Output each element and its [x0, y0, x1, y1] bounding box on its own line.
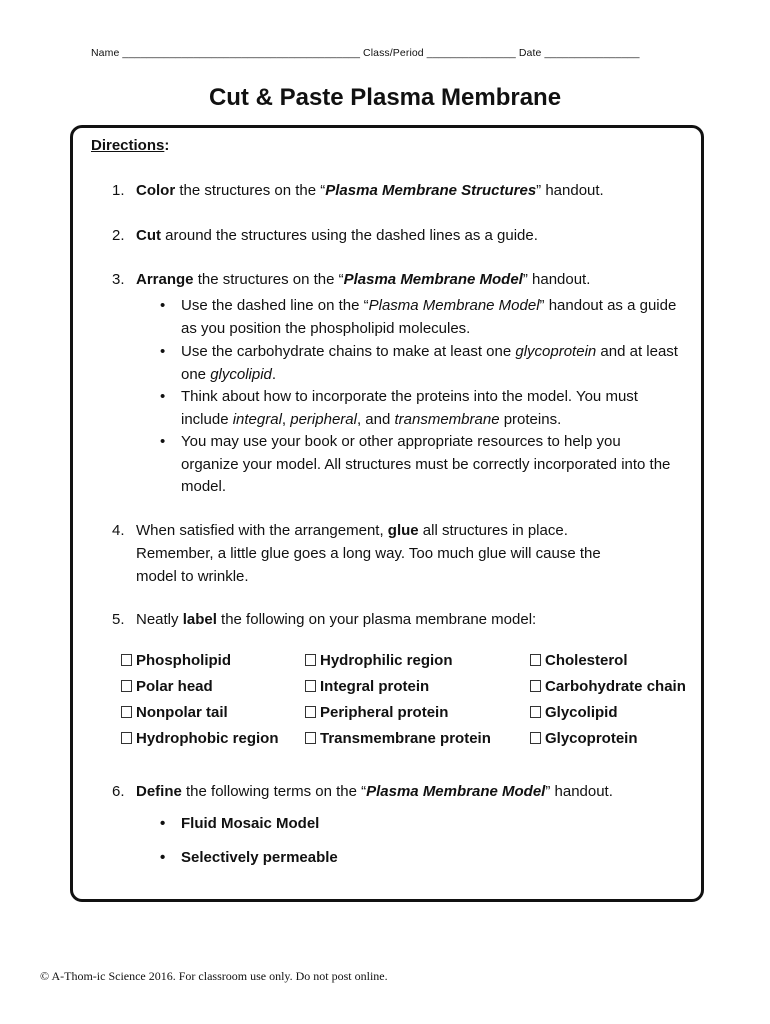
checklist-label: Cholesterol — [545, 652, 628, 669]
step-verb: Arrange — [136, 271, 194, 288]
step-text: the structures on the “ — [175, 182, 326, 199]
bullet-italic: glycolipid — [210, 365, 272, 383]
directions-colon: : — [164, 137, 170, 154]
bullet-italic: Plasma Membrane Model — [368, 297, 540, 314]
bullet-text: . — [271, 365, 277, 383]
bullet-icon: • — [160, 343, 166, 360]
term-text: Fluid Mosaic Model — [181, 815, 320, 832]
checklist-item — [530, 652, 628, 669]
step-text: ” handout. — [536, 182, 604, 199]
checklist-label: Peripheral protein — [320, 704, 449, 721]
bullet-italic: integral — [232, 410, 282, 428]
step-number: 2. — [112, 227, 125, 244]
step-text: ” handout. — [545, 783, 613, 800]
checklist-label: Hydrophilic region — [320, 652, 453, 669]
step-4 — [112, 519, 672, 588]
bullet-text: Use the carbohydrate chains to make at least one — [181, 343, 516, 360]
checklist-item — [530, 678, 686, 695]
directions-label: Directions — [91, 137, 165, 154]
step-number: 5. — [112, 611, 125, 628]
term-item — [160, 849, 338, 866]
bullet-item — [160, 431, 680, 499]
copyright-footer: © A-Thom-ic Science 2016. For classroom use only. Do not post online. — [40, 969, 388, 983]
step-number: 6. — [112, 783, 125, 800]
bullet-icon: • — [160, 297, 166, 314]
bullet-item — [160, 341, 680, 386]
step-verb: label — [182, 611, 217, 628]
checklist-item — [121, 704, 228, 721]
checklist-label: Glycoprotein — [545, 730, 638, 747]
step-1 — [112, 179, 672, 202]
bullet-icon: • — [160, 815, 166, 832]
checklist-label: Glycolipid — [545, 704, 618, 721]
step-text: When satisfied with the arrangement, — [136, 522, 388, 539]
step-text: the structures on the “ — [193, 271, 344, 288]
bullet-text: and at least one — [181, 343, 678, 383]
checkbox-icon[interactable] — [305, 680, 316, 692]
step-verb: Define — [136, 783, 182, 800]
student-info-line: Name ________________________________________ Class/Period _______________ Date ________________ — [91, 47, 640, 59]
step-verb: Cut — [136, 227, 161, 244]
checklist-item — [530, 704, 618, 721]
step-verb: Color — [136, 182, 176, 199]
checklist-label: Hydrophobic region — [136, 730, 279, 747]
checklist-item — [305, 678, 429, 695]
checklist-item — [305, 704, 448, 721]
step-text: the following on your plasma membrane model: — [216, 611, 537, 628]
step-5 — [112, 608, 672, 631]
bullet-italic: glycoprotein — [515, 343, 597, 360]
step-number: 1. — [112, 182, 125, 199]
term-text: Selectively permeable — [181, 849, 338, 866]
checkbox-icon[interactable] — [121, 654, 132, 666]
checklist-item — [305, 730, 491, 747]
checklist-label: Integral protein — [320, 678, 430, 695]
handout-name: Plasma Membrane Structures — [325, 182, 537, 199]
handout-name: Plasma Membrane Model — [366, 783, 546, 800]
page-title: Cut & Paste Plasma Membrane — [208, 84, 562, 111]
bullet-icon: • — [160, 433, 166, 450]
step-text: the following terms on the “ — [181, 783, 367, 800]
step-3 — [112, 268, 672, 291]
bullet-text: proteins. — [499, 410, 562, 428]
step-2 — [112, 224, 672, 247]
bullet-text: You may use your book or other appropriate resources to help you organize your model. All structures must be correctly incorporated into the model. — [181, 433, 671, 495]
checklist-item — [121, 678, 213, 695]
bullet-text: , — [281, 410, 291, 428]
checkbox-icon[interactable] — [121, 732, 132, 744]
checklist-item — [121, 652, 231, 669]
checklist-label: Carbohydrate chain — [545, 678, 686, 695]
checklist-item — [121, 730, 279, 747]
step-number: 4. — [112, 522, 125, 539]
checklist-item — [530, 730, 638, 747]
bullet-text: , and — [356, 410, 395, 428]
checklist-label: Transmembrane protein — [320, 730, 491, 747]
bullet-item — [160, 386, 680, 431]
step-text: all structures in place. Remember, a little glue goes a long way. Too much glue will cause the model to wrinkle. — [136, 522, 601, 585]
checklist-label: Phospholipid — [136, 652, 231, 669]
checkbox-icon[interactable] — [305, 706, 316, 718]
directions-heading — [91, 137, 169, 154]
bullet-item — [160, 295, 680, 340]
checkbox-icon[interactable] — [530, 680, 541, 692]
step-text: Neatly — [136, 611, 183, 628]
bullet-text: ” handout as a guide as you position the phospholipid molecules. — [181, 297, 677, 337]
checklist-item — [305, 652, 453, 669]
bullet-text: Think about how to incorporate the proteins into the model. You must include — [181, 388, 638, 428]
step-6 — [112, 780, 672, 803]
bullet-text: Use the dashed line on the “ — [181, 297, 369, 314]
checkbox-icon[interactable] — [121, 680, 132, 692]
checklist-label: Nonpolar tail — [136, 704, 228, 721]
bullet-icon: • — [160, 849, 166, 866]
step-number: 3. — [112, 271, 125, 288]
checkbox-icon[interactable] — [121, 706, 132, 718]
handout-name: Plasma Membrane Model — [343, 271, 523, 288]
checkbox-icon[interactable] — [305, 654, 316, 666]
bullet-italic: peripheral — [290, 410, 357, 428]
checkbox-icon[interactable] — [530, 706, 541, 718]
checklist-label: Polar head — [136, 678, 213, 695]
bullet-icon: • — [160, 388, 166, 405]
step-verb: glue — [387, 522, 419, 539]
step-text: ” handout. — [522, 271, 591, 288]
checkbox-icon[interactable] — [530, 732, 541, 744]
bullet-italic: transmembrane — [394, 410, 500, 428]
step-text: around the structures using the dashed lines as a guide. — [161, 227, 538, 244]
checkbox-icon[interactable] — [305, 732, 316, 744]
checkbox-icon[interactable] — [530, 654, 541, 666]
term-item — [160, 815, 319, 832]
